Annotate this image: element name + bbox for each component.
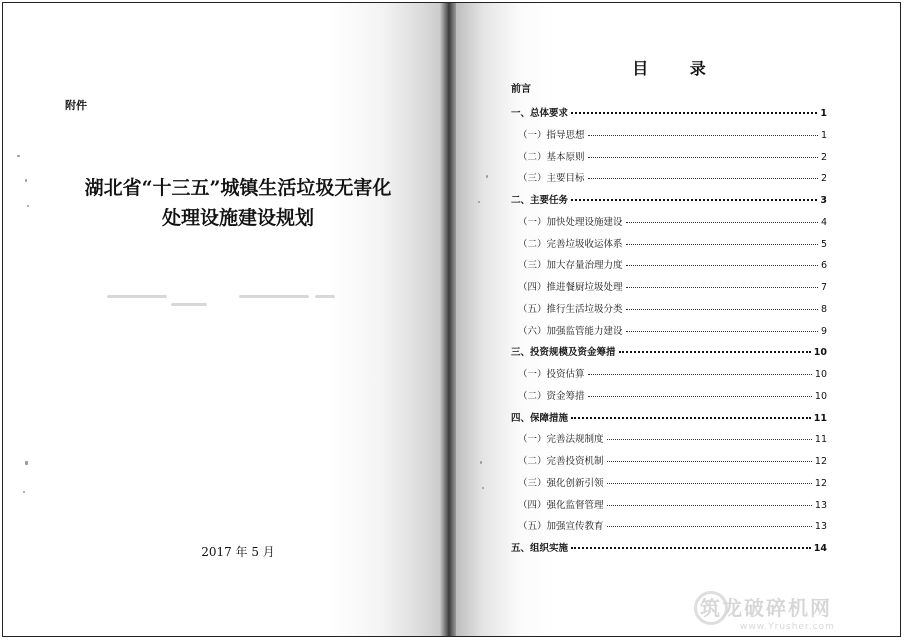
- toc-entry: [511, 497, 827, 519]
- title-line-2: 处理设施建设规划: [161, 207, 314, 229]
- book-spine: [440, 3, 456, 636]
- toc-entry-label: （一）加快处理设施建设: [518, 216, 623, 228]
- toc-entry-page: 11: [814, 434, 827, 446]
- toc-leader-dots: [626, 265, 818, 266]
- toc-entry: [511, 453, 827, 475]
- watermark-text: 筑龙破碎机网: [700, 596, 832, 620]
- toc-leader-dots: [588, 157, 818, 158]
- toc-entry-label: （三）主要目标: [518, 173, 585, 185]
- toc-entry: [511, 301, 827, 323]
- toc-entry: [511, 236, 827, 258]
- scan-speck: [480, 461, 482, 464]
- toc-entry-label: 一、总体要求: [511, 108, 569, 119]
- toc-entry-page: 10: [813, 347, 827, 359]
- toc-entry: [511, 323, 827, 345]
- toc-entry-page: 4: [820, 216, 827, 228]
- toc-entry-page: 1: [820, 108, 827, 119]
- scan-speck: [478, 201, 480, 203]
- toc-entry-page: 14: [813, 543, 827, 554]
- table-of-contents: [511, 83, 827, 562]
- faint-bleed-through: [239, 295, 309, 298]
- toc-leader-dots: [607, 461, 812, 462]
- toc-entry-label: （一）投资估算: [518, 369, 585, 380]
- document-title: [33, 173, 443, 233]
- toc-leader-dots: [626, 309, 818, 310]
- toc-entry-page: 11: [813, 412, 827, 424]
- toc-entry: [511, 170, 827, 192]
- toc-entry: [511, 344, 827, 366]
- toc-leader-dots: [571, 547, 811, 549]
- toc-entry-page: 5: [820, 238, 827, 250]
- toc-leader-dots: [571, 112, 817, 114]
- toc-entry-page: 13: [814, 521, 827, 533]
- toc-entry-page: 6: [820, 260, 827, 272]
- toc-entry: [511, 518, 827, 540]
- toc-leader-dots: [588, 178, 818, 179]
- toc-entry: [511, 214, 827, 236]
- scan-speck: [25, 179, 27, 182]
- toc-entry-page: 12: [814, 477, 827, 489]
- toc-entry-label: （四）推进餐厨垃圾处理: [518, 282, 623, 293]
- toc-preface: 前言: [511, 84, 531, 95]
- toc-leader-dots: [626, 331, 818, 332]
- toc-leader-dots: [588, 374, 812, 375]
- scan-speck: [482, 487, 484, 489]
- toc-entry-page: 12: [814, 456, 827, 467]
- toc-leader-dots: [607, 526, 812, 527]
- toc-entry: [511, 540, 827, 562]
- toc-entry-label: （一）指导思想: [518, 129, 585, 141]
- toc-entry-label: （一）完善法规制度: [518, 434, 604, 446]
- left-page: [3, 3, 443, 636]
- toc-entry-label: 二、主要任务: [511, 195, 569, 206]
- document-date: 2017 年 5 月: [201, 545, 275, 559]
- toc-entry-label: （二）完善投资机制: [518, 456, 604, 467]
- toc-entry-label: （二）基本原则: [518, 151, 585, 163]
- scan-speck: [27, 205, 29, 207]
- toc-entry-label: 五、组织实施: [511, 543, 569, 554]
- toc-entry-page: 10: [814, 390, 827, 402]
- faint-bleed-through: [315, 295, 335, 298]
- toc-entry: [511, 388, 827, 410]
- toc-leader-dots: [571, 199, 817, 201]
- toc-entry-label: 三、投资规模及资金筹措: [511, 347, 616, 359]
- toc-entry-page: 8: [820, 303, 827, 315]
- toc-entry-page: 3: [820, 195, 827, 206]
- scan-speck: [486, 175, 488, 178]
- toc-leader-dots: [607, 483, 812, 484]
- faint-bleed-through: [171, 303, 207, 306]
- toc-leader-dots: [607, 439, 812, 440]
- watermark-url: www.Yrusher.com: [740, 622, 835, 632]
- toc-leader-dots: [626, 222, 818, 223]
- toc-entry: [511, 431, 827, 453]
- toc-leader-dots: [626, 244, 818, 245]
- toc-entry-page: 10: [814, 369, 827, 380]
- toc-entry-label: 四、保障措施: [511, 412, 569, 424]
- toc-title: 目 录: [632, 59, 724, 78]
- toc-entry-page: 9: [820, 325, 827, 337]
- toc-entry-label: （二）完善垃圾收运体系: [518, 238, 623, 250]
- toc-entry-label: （六）加强监管能力建设: [518, 325, 623, 337]
- toc-entry-label: （二）资金筹措: [518, 390, 585, 402]
- toc-leader-dots: [571, 417, 811, 419]
- scan-speck: [23, 491, 25, 493]
- faint-bleed-through: [107, 295, 167, 298]
- toc-entry-page: 2: [820, 151, 827, 163]
- toc-entry: [511, 257, 827, 279]
- scan-speck: [17, 155, 20, 157]
- toc-entry-page: 1: [820, 129, 827, 141]
- toc-leader-dots: [607, 505, 812, 506]
- scan-speck: [25, 461, 28, 465]
- toc-entry: [511, 105, 827, 127]
- toc-entry-label: （三）加大存量治理力度: [518, 260, 623, 272]
- toc-list: [511, 105, 827, 562]
- toc-leader-dots: [588, 396, 812, 397]
- toc-entry-page: 13: [814, 499, 827, 511]
- toc-entry: [511, 127, 827, 149]
- toc-leader-dots: [626, 287, 818, 288]
- toc-leader-dots: [588, 135, 818, 136]
- toc-leader-dots: [619, 351, 811, 353]
- toc-entry-label: （四）强化监督管理: [518, 499, 604, 511]
- toc-entry: [511, 192, 827, 214]
- toc-entry-label: （三）强化创新引领: [518, 477, 604, 489]
- attachment-label: 附件: [65, 99, 87, 112]
- toc-entry: [511, 410, 827, 432]
- toc-entry-label: （五）加强宣传教育: [518, 521, 604, 533]
- toc-entry-label: （五）推行生活垃圾分类: [518, 303, 623, 315]
- title-line-1: 湖北省“十三五”城镇生活垃圾无害化: [84, 177, 392, 199]
- toc-entry: [511, 279, 827, 301]
- toc-entry-page: 7: [820, 282, 827, 293]
- toc-entry-page: 2: [820, 173, 827, 185]
- toc-entry: [511, 475, 827, 497]
- toc-entry: [511, 366, 827, 388]
- toc-entry: [511, 149, 827, 171]
